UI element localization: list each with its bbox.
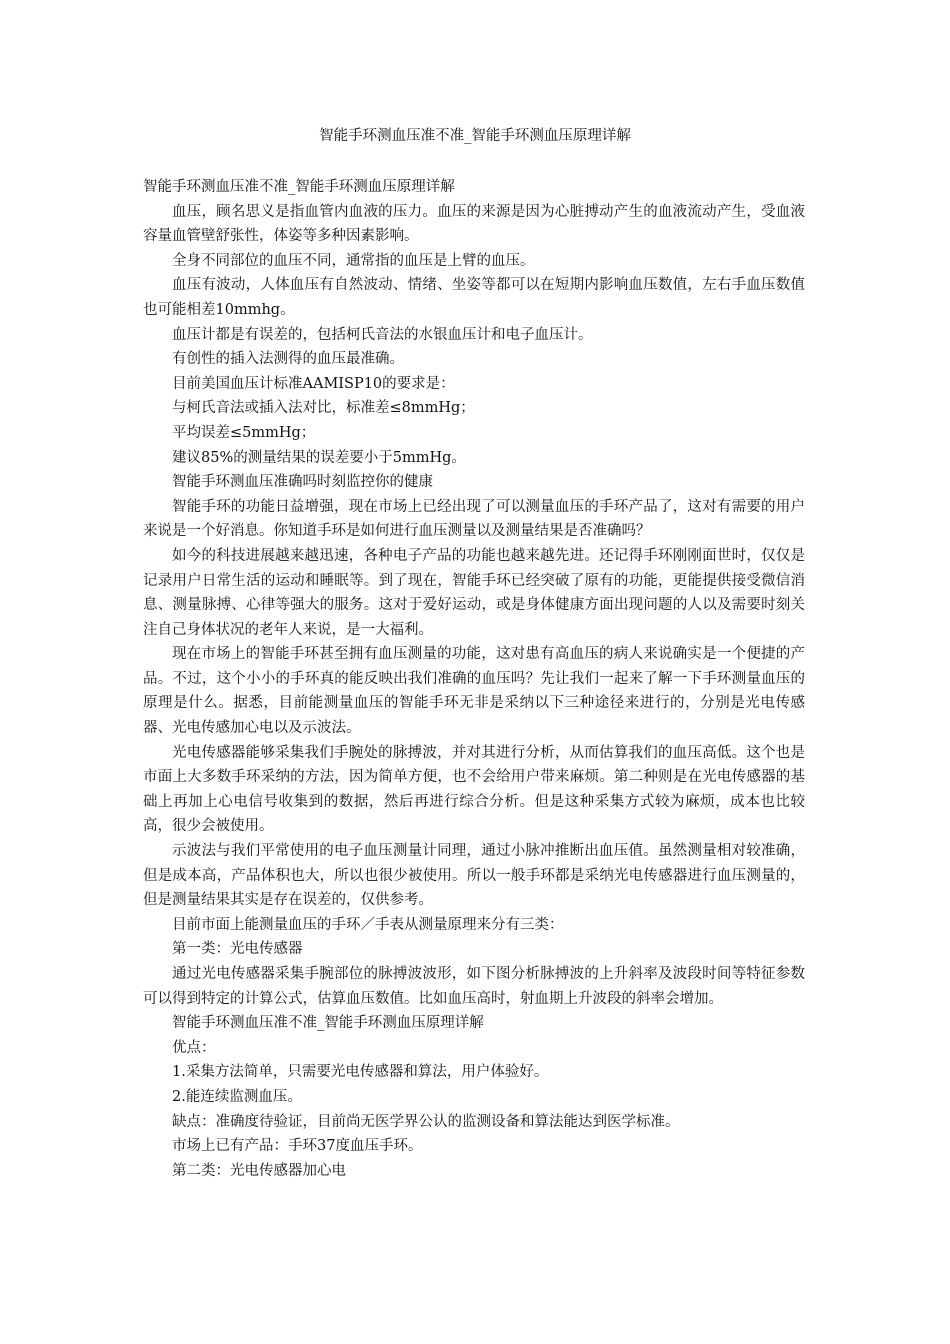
paragraph: 第一类：光电传感器 [172, 941, 303, 958]
paragraph: 优点： [172, 1039, 216, 1056]
paragraph: 智能手环测血压准确吗时刻监控你的健康 [172, 474, 433, 491]
paragraph: 建议85%的测量结果的误差要小于5mmHg。 [172, 449, 466, 466]
paragraph: 血压有波动，人体血压有自然波动、情绪、坐姿等都可以在短期内影响血压数值，左右手血压数值也可能相差10mmhg。 [143, 277, 805, 318]
paragraph: 血压计都是有误差的，包括柯氏音法的水银血压计和电子血压计。 [172, 326, 593, 343]
paragraph: 光电传感器能够采集我们手腕处的脉搏波，并对其进行分析，从而估算我们的血压高低。这个也是市面上大多数手环采纳的方法，因为简单方便，也不会给用户带来麻烦。第二种则是在光电传感器的基础上再加上心电信号收集到的数据，然后再进行综合分析。但是这种采集方式较为麻烦，成本也比较高，很少会被使用。 [143, 744, 805, 835]
paragraph: 与柯氏音法或插入法对比，标准差≤8mmHg； [172, 400, 475, 417]
document-body [143, 175, 805, 1183]
paragraph: 目前市面上能测量血压的手环／手表从测量原理来分有三类： [172, 916, 564, 933]
paragraph: 示波法与我们平常使用的电子血压测量计同理，通过小脉冲推断出血压值。虽然测量相对较准确，但是成本高，产品体积也大，所以也很少被使用。所以一般手环都是采纳光电传感器进行血压测量的，但是测量结果其实是存在误差的，仅供参考。 [143, 843, 805, 909]
paragraph: 缺点：准确度待验证，目前尚无医学界公认的监测设备和算法能达到医学标准。 [172, 1113, 680, 1130]
paragraph: 智能手环测血压准不准_智能手环测血压原理详解 [172, 1015, 484, 1032]
paragraph: 平均误差≤5mmHg； [172, 424, 316, 441]
paragraph: 1.采集方法简单，只需要光电传感器和算法，用户体验好。 [172, 1064, 549, 1081]
document-title: 智能手环测血压准不准_智能手环测血压原理详解 [319, 128, 631, 144]
paragraph: 目前美国血压计标准AAMISP10的要求是： [172, 375, 455, 392]
paragraph: 如今的科技进展越来越迅速，各种电子产品的功能也越来越先进。还记得手环刚刚面世时，仅仅是记录用户日常生活的运动和睡眠等。到了现在，智能手环已经突破了原有的功能，更能提供接受微信消息、测量脉搏、心律等强大的服务。这对于爱好运动，或是身体健康方面出现问题的人以及需要时刻关注自己身体状况的老年人来说，是一大福利。 [143, 547, 805, 638]
paragraph: 智能手环测血压准不准_智能手环测血压原理详解 [143, 179, 455, 195]
paragraph: 血压，顾名思义是指血管内血液的压力。血压的来源是因为心脏搏动产生的血液流动产生，受血液容量血管壁舒张性，体姿等多种因素影响。 [143, 203, 805, 245]
paragraph: 市场上已有产品：手环37度血压手环。 [172, 1138, 423, 1155]
paragraph: 现在市场上的智能手环甚至拥有血压测量的功能，这对患有高血压的病人来说确实是一个便捷的产品。不过，这个小小的手环真的能反映出我们准确的血压吗？先让我们一起来了解一下手环测量血压的原理是什么。据悉，目前能测量血压的智能手环无非是采纳以下三种途径来进行的，分别是光电传感器、光电传感加心电以及示波法。 [143, 646, 805, 737]
paragraph: 智能手环的功能日益增强，现在市场上已经出现了可以测量血压的手环产品了，这对有需要的用户来说是一个好消息。你知道手环是如何进行血压测量以及测量结果是否准确吗？ [143, 498, 805, 540]
paragraph: 2.能连续监测血压。 [172, 1088, 302, 1105]
paragraph: 通过光电传感器采集手腕部位的脉搏波波形，如下图分析脉搏波的上升斜率及波段时间等特征参数可以得到特定的计算公式，估算血压数值。比如血压高时，射血期上升波段的斜率会增加。 [143, 966, 805, 1007]
paragraph: 全身不同部位的血压不同，通常指的血压是上臂的血压。 [172, 252, 535, 269]
paragraph: 第二类：光电传感器加心电 [172, 1162, 346, 1179]
paragraph: 有创性的插入法测得的血压最准确。 [172, 351, 404, 368]
